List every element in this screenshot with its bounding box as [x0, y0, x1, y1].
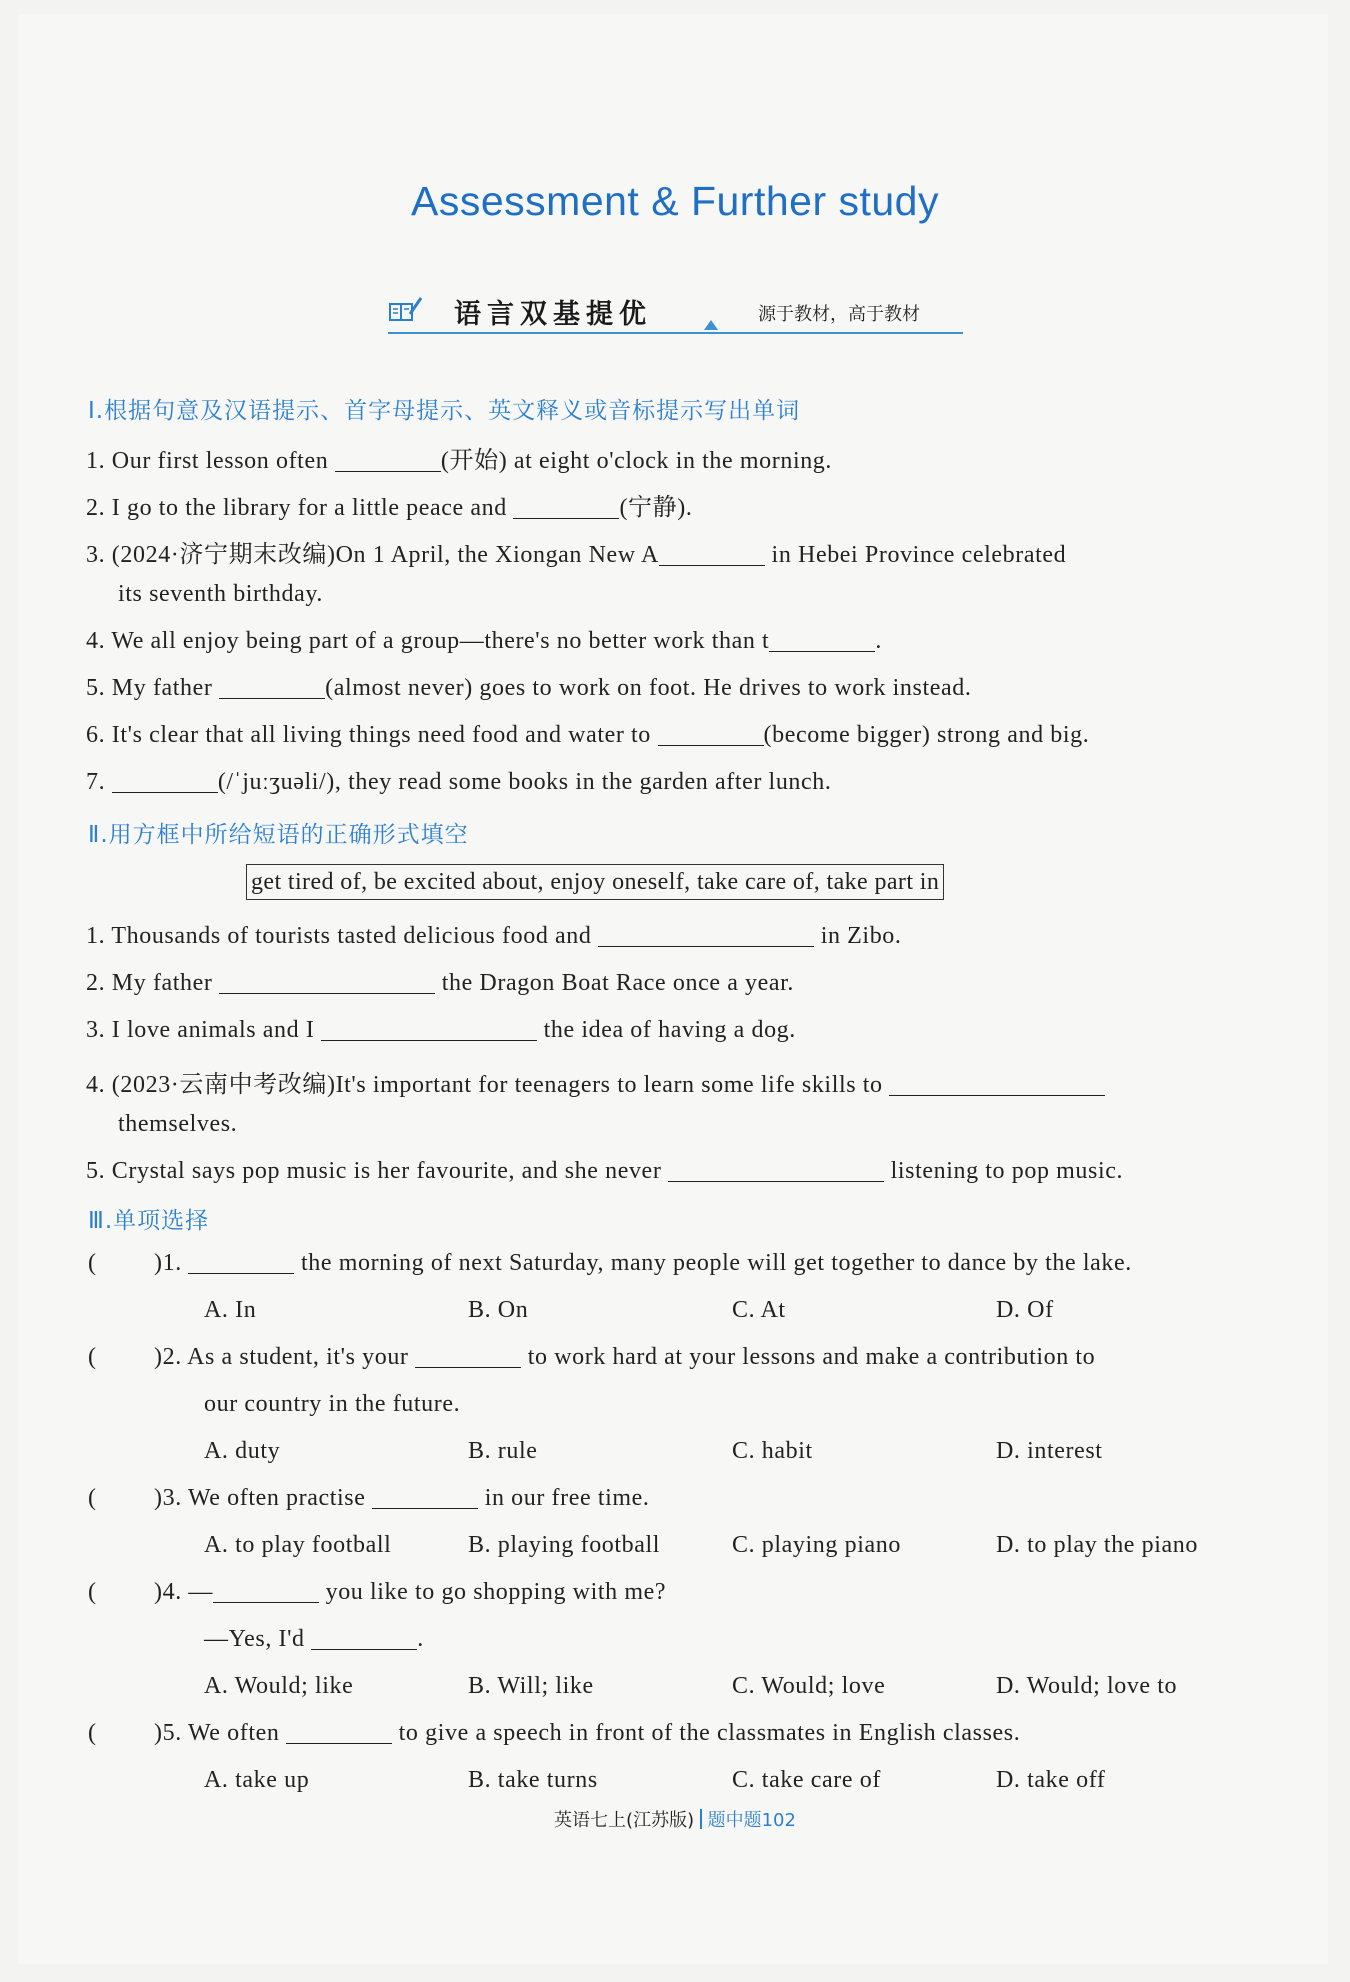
- s1-item-4: 4. We all enjoy being part of a group—there's no better work than t .: [86, 628, 882, 654]
- q3-stem: )3. We often practise in our free time.: [154, 1485, 650, 1511]
- answer-blank[interactable]: [219, 971, 435, 994]
- answer-blank[interactable]: [769, 629, 875, 652]
- s1-item-3-cont: its seventh birthday.: [118, 581, 324, 607]
- answer-blank[interactable]: [658, 723, 764, 746]
- answer-blank[interactable]: [659, 543, 765, 566]
- q5-option-a[interactable]: A. take up: [204, 1767, 310, 1793]
- answer-blank[interactable]: [286, 1721, 392, 1744]
- page-footer: [0, 1806, 1350, 1832]
- s1-item-5: 5. My father (almost never) goes to work on foot. He drives to work instead.: [86, 675, 972, 701]
- s2-item-3: 3. I love animals and I the idea of having a dog.: [86, 1017, 796, 1043]
- q1-option-c[interactable]: C. At: [732, 1297, 786, 1323]
- banner-tagline: 源于教材，高于教材: [758, 304, 920, 325]
- q1-option-d[interactable]: D. Of: [996, 1297, 1054, 1323]
- q3-option-d[interactable]: D. to play the piano: [996, 1532, 1198, 1558]
- q5-option-d[interactable]: D. take off: [996, 1767, 1106, 1793]
- answer-paren[interactable]: (: [88, 1720, 96, 1746]
- q2-option-a[interactable]: A. duty: [204, 1438, 281, 1464]
- phrase-box: get tired of, be excited about, enjoy oneself, take care of, take part in: [246, 864, 944, 900]
- q3-option-c[interactable]: C. playing piano: [732, 1532, 901, 1558]
- q4-option-c[interactable]: C. Would; love: [732, 1673, 886, 1699]
- s1-item-6: 6. It's clear that all living things need food and water to (become bigger) strong and big.: [86, 722, 1090, 748]
- footer-book-title: 英语七上(江苏版): [554, 1810, 695, 1831]
- section-banner: [388, 290, 963, 334]
- page-title: Assessment & Further study: [411, 178, 939, 224]
- section-2-heading: Ⅱ.用方框中所给短语的正确形式填空: [88, 822, 469, 848]
- answer-blank[interactable]: [219, 676, 325, 699]
- answer-blank[interactable]: [335, 449, 441, 472]
- section-3-heading: Ⅲ.单项选择: [88, 1208, 210, 1234]
- banner-triangle-icon: [704, 320, 718, 330]
- q4-option-d[interactable]: D. Would; love to: [996, 1673, 1178, 1699]
- answer-blank[interactable]: [311, 1627, 417, 1650]
- s1-item-7: 7. (/ˈjuːʒuəli/), they read some books in the garden after lunch.: [86, 769, 832, 795]
- answer-paren[interactable]: (: [88, 1250, 96, 1276]
- answer-blank[interactable]: [372, 1486, 478, 1509]
- q2-stem: )2. As a student, it's your to work hard at your lessons and make a contribution to: [154, 1344, 1096, 1370]
- footer-series: 题中题: [707, 1810, 762, 1831]
- book-pen-icon: [388, 294, 424, 324]
- answer-blank[interactable]: [213, 1580, 319, 1603]
- s2-item-2: 2. My father the Dragon Boat Race once a year.: [86, 970, 795, 996]
- banner-title: 语言双基提优: [454, 299, 652, 330]
- s1-item-2: 2. I go to the library for a little peace and (宁静).: [86, 495, 693, 521]
- answer-blank[interactable]: [415, 1345, 521, 1368]
- q4-option-b[interactable]: B. Will; like: [468, 1673, 594, 1699]
- footer-divider: [700, 1809, 702, 1829]
- answer-blank[interactable]: [188, 1251, 294, 1274]
- q4-option-a[interactable]: A. Would; like: [204, 1673, 354, 1699]
- answer-paren[interactable]: (: [88, 1485, 96, 1511]
- section-1-heading: Ⅰ.根据句意及汉语提示、首字母提示、英文释义或音标提示写出单词: [88, 398, 801, 424]
- q4-stem: )4. — you like to go shopping with me?: [154, 1579, 667, 1605]
- answer-blank[interactable]: [598, 924, 814, 947]
- s2-item-5: 5. Crystal says pop music is her favourite, and she never listening to pop music.: [86, 1158, 1124, 1184]
- s2-item-4: 4. (2023·云南中考改编)It's important for teenagers to learn some life skills to: [86, 1064, 1105, 1099]
- q2-option-c[interactable]: C. habit: [732, 1438, 813, 1464]
- q5-stem: )5. We often to give a speech in front of the classmates in English classes.: [154, 1720, 1021, 1746]
- answer-paren[interactable]: (: [88, 1579, 96, 1605]
- s2-item-4-cont: themselves.: [118, 1111, 238, 1137]
- answer-blank[interactable]: [889, 1073, 1105, 1096]
- q5-option-b[interactable]: B. take turns: [468, 1767, 598, 1793]
- q1-option-a[interactable]: A. In: [204, 1297, 257, 1323]
- s1-item-3: 3. (2024·济宁期末改编)On 1 April, the Xiongan New A in Hebei Province celebrated: [86, 542, 1067, 568]
- q5-option-c[interactable]: C. take care of: [732, 1767, 881, 1793]
- answer-blank[interactable]: [513, 496, 619, 519]
- q2-stem-cont: our country in the future.: [204, 1391, 461, 1417]
- s1-item-1: 1. Our first lesson often (开始) at eight o'clock in the morning.: [86, 448, 833, 474]
- q3-option-a[interactable]: A. to play football: [204, 1532, 392, 1558]
- page-number: 102: [761, 1810, 796, 1831]
- q4-stem-cont: —Yes, I'd .: [204, 1626, 424, 1652]
- q1-option-b[interactable]: B. On: [468, 1297, 529, 1323]
- s2-item-1: 1. Thousands of tourists tasted delicious food and in Zibo.: [86, 923, 902, 949]
- answer-blank[interactable]: [112, 770, 218, 793]
- q2-option-d[interactable]: D. interest: [996, 1438, 1103, 1464]
- answer-blank[interactable]: [321, 1018, 537, 1041]
- q3-option-b[interactable]: B. playing football: [468, 1532, 661, 1558]
- answer-paren[interactable]: (: [88, 1344, 96, 1370]
- answer-blank[interactable]: [668, 1159, 884, 1182]
- q2-option-b[interactable]: B. rule: [468, 1438, 538, 1464]
- q1-stem: )1. the morning of next Saturday, many people will get together to dance by the lake.: [154, 1250, 1132, 1276]
